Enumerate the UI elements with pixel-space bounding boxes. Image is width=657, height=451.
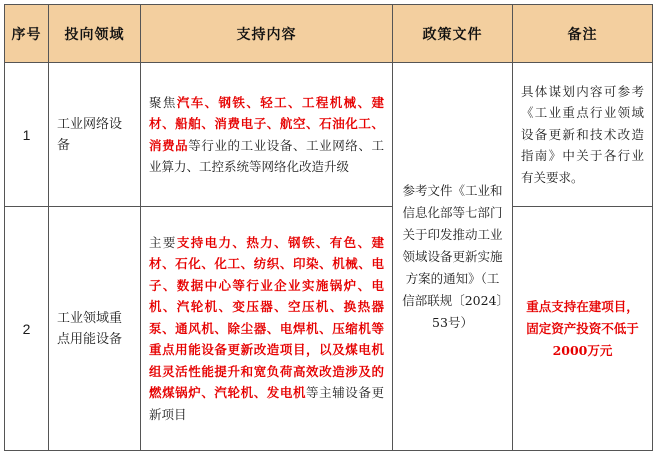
row-number: 1 [5,63,49,207]
support-content [141,63,393,207]
content-suffix: 等行业的工业设备、工业网络、工业算力、工控系统等网络化改造升级 [149,137,384,174]
table-header-row [5,5,653,63]
content-highlight: 汽车、钢铁、轻工、工程机械、建材、船舶、消费电子、航空、石油化工、消费品 [149,94,384,153]
header-content: 支持内容 [141,5,393,63]
row-number: 2 [5,207,49,451]
table-row [5,207,653,451]
investment-field: 工业网络设备 [49,63,141,207]
remark-cell-highlight: 重点支持在建项目，固定资产投资不低于2000万元 [513,207,653,451]
policy-table [4,4,653,451]
support-content [141,207,393,451]
content-prefix: 聚焦 [149,94,177,110]
header-policy: 政策文件 [393,5,513,63]
header-no: 序号 [5,5,49,63]
policy-document: 参考文件《工业和信息化部等七部门关于印发推动工业领域设备更新实施方案的通知》（工信部联规〔2024〕53号） [393,63,513,451]
header-field: 投向领域 [49,5,141,63]
header-remark: 备注 [513,5,653,63]
policy-table-container [4,4,652,436]
table-row [5,63,653,207]
investment-field: 工业领域重点用能设备 [49,207,141,451]
content-prefix: 主要 [149,234,177,250]
content-suffix: 等主辅设备更新项目 [149,385,384,422]
remark-cell: 具体谋划内容可参考《工业重点行业领域设备更新和技术改造指南》中关于各行业有关要求。 [513,63,653,207]
content-highlight: 支持电力、热力、钢铁、有色、建材、石化、化工、纺织、印染、机械、电子、数据中心等行业企业实施锅炉、电机、汽轮机、变压器、空压机、换热器泵、通风机、除尘器、电焊机、压缩机等重点用能设备更新改造项目，以及煤电机组灵活性能提升和宽负荷高效改造涉及的燃煤锅炉、汽轮机、发电机 [149,234,384,401]
